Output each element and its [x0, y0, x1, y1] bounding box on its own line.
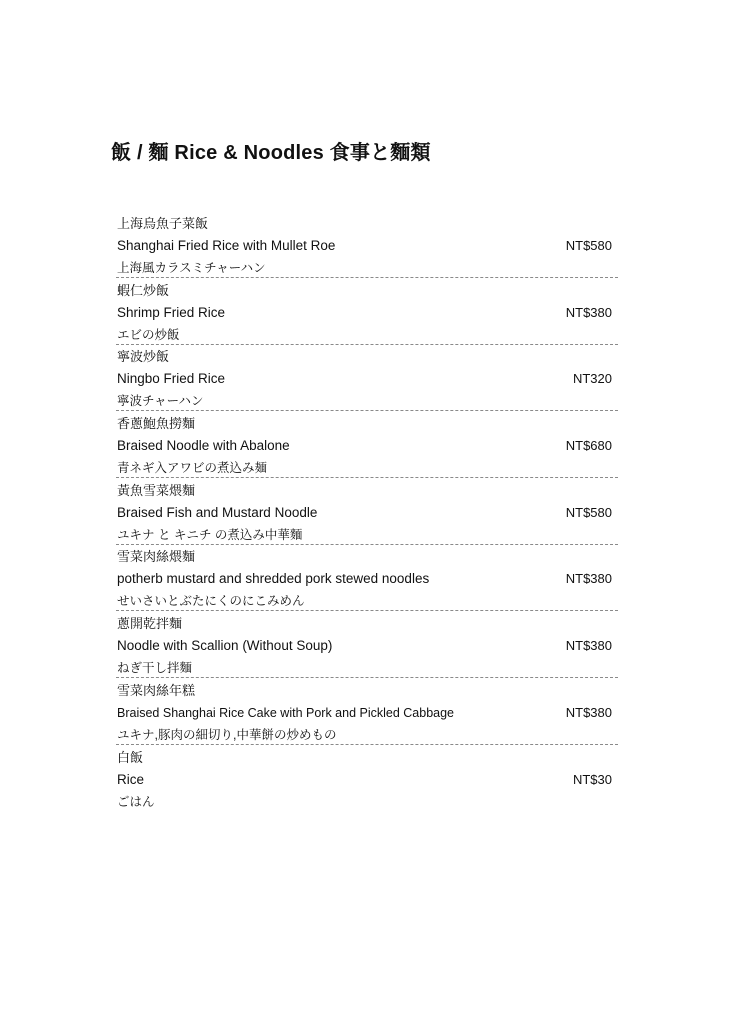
menu-item [116, 679, 618, 745]
item-name-japanese: エビの炒飯 [117, 327, 180, 342]
menu-item [116, 345, 618, 411]
menu-item [116, 545, 618, 611]
item-name-japanese: ごはん [117, 794, 155, 809]
item-name-english: Shrimp Fried Rice [117, 304, 226, 320]
item-name-chinese: 黃魚雪菜煨麵 [117, 482, 196, 498]
item-name-chinese: 雪菜肉絲年糕 [117, 682, 196, 698]
item-name-japanese: せいさいとぶたにくのにこみめん [117, 594, 305, 609]
menu-item [116, 479, 618, 545]
menu-list [116, 212, 618, 812]
page-title: 飯 / 麵 Rice & Noodles 食事と麵類 [111, 142, 431, 164]
item-name-chinese: 香蔥鮑魚撈麵 [117, 416, 196, 432]
item-price: NT320 [572, 371, 612, 387]
item-name-japanese: 青ネギ入アワビの煮込み麺 [117, 461, 268, 476]
menu-item [116, 746, 618, 812]
item-price: NT$380 [565, 304, 612, 320]
item-name-english: Noodle with Scallion (Without Soup) [117, 638, 333, 654]
item-name-japanese: 上海風カラスミチャーハン [117, 261, 266, 275]
item-name-english: potherb mustard and shredded pork stewed noodles [117, 571, 430, 587]
item-name-japanese: ユキナ と キニチ の煮込み中華麵 [117, 527, 303, 542]
item-name-chinese: 蔥開乾拌麵 [117, 616, 183, 632]
item-name-english: Rice [117, 771, 145, 787]
item-name-chinese: 白飯 [117, 749, 144, 765]
menu-item [116, 212, 618, 278]
item-name-japanese: 寧波チャーハン [117, 394, 204, 409]
item-price: NT$580 [565, 504, 612, 520]
item-price: NT$380 [565, 571, 612, 587]
item-name-chinese: 蝦仁炒飯 [117, 282, 170, 298]
item-name-english: Braised Fish and Mustard Noodle [117, 504, 318, 520]
item-price: NT$30 [572, 771, 612, 787]
item-price: NT$380 [565, 638, 612, 654]
item-name-chinese: 上海烏魚子菜飯 [117, 216, 209, 231]
item-name-english: Braised Noodle with Abalone [117, 438, 290, 454]
item-name-english: Braised Shanghai Rice Cake with Pork and Pickled Cabbage [117, 705, 454, 720]
item-price: NT$680 [565, 438, 612, 454]
item-name-english: Ningbo Fried Rice [117, 371, 226, 387]
item-name-english: Shanghai Fried Rice with Mullet Roe [117, 238, 336, 253]
menu-item [116, 412, 618, 478]
item-name-chinese: 寧波炒飯 [117, 349, 170, 365]
menu-item [116, 279, 618, 345]
item-price: NT$580 [565, 238, 612, 253]
menu-item [116, 612, 618, 678]
item-price: NT$380 [565, 704, 612, 720]
item-name-japanese: ねぎ干し拌麵 [117, 661, 193, 676]
item-name-japanese: ユキナ,豚肉の細切り,中華餅の炒めもの [117, 727, 337, 742]
item-name-chinese: 雪菜肉絲煨麵 [117, 549, 196, 565]
